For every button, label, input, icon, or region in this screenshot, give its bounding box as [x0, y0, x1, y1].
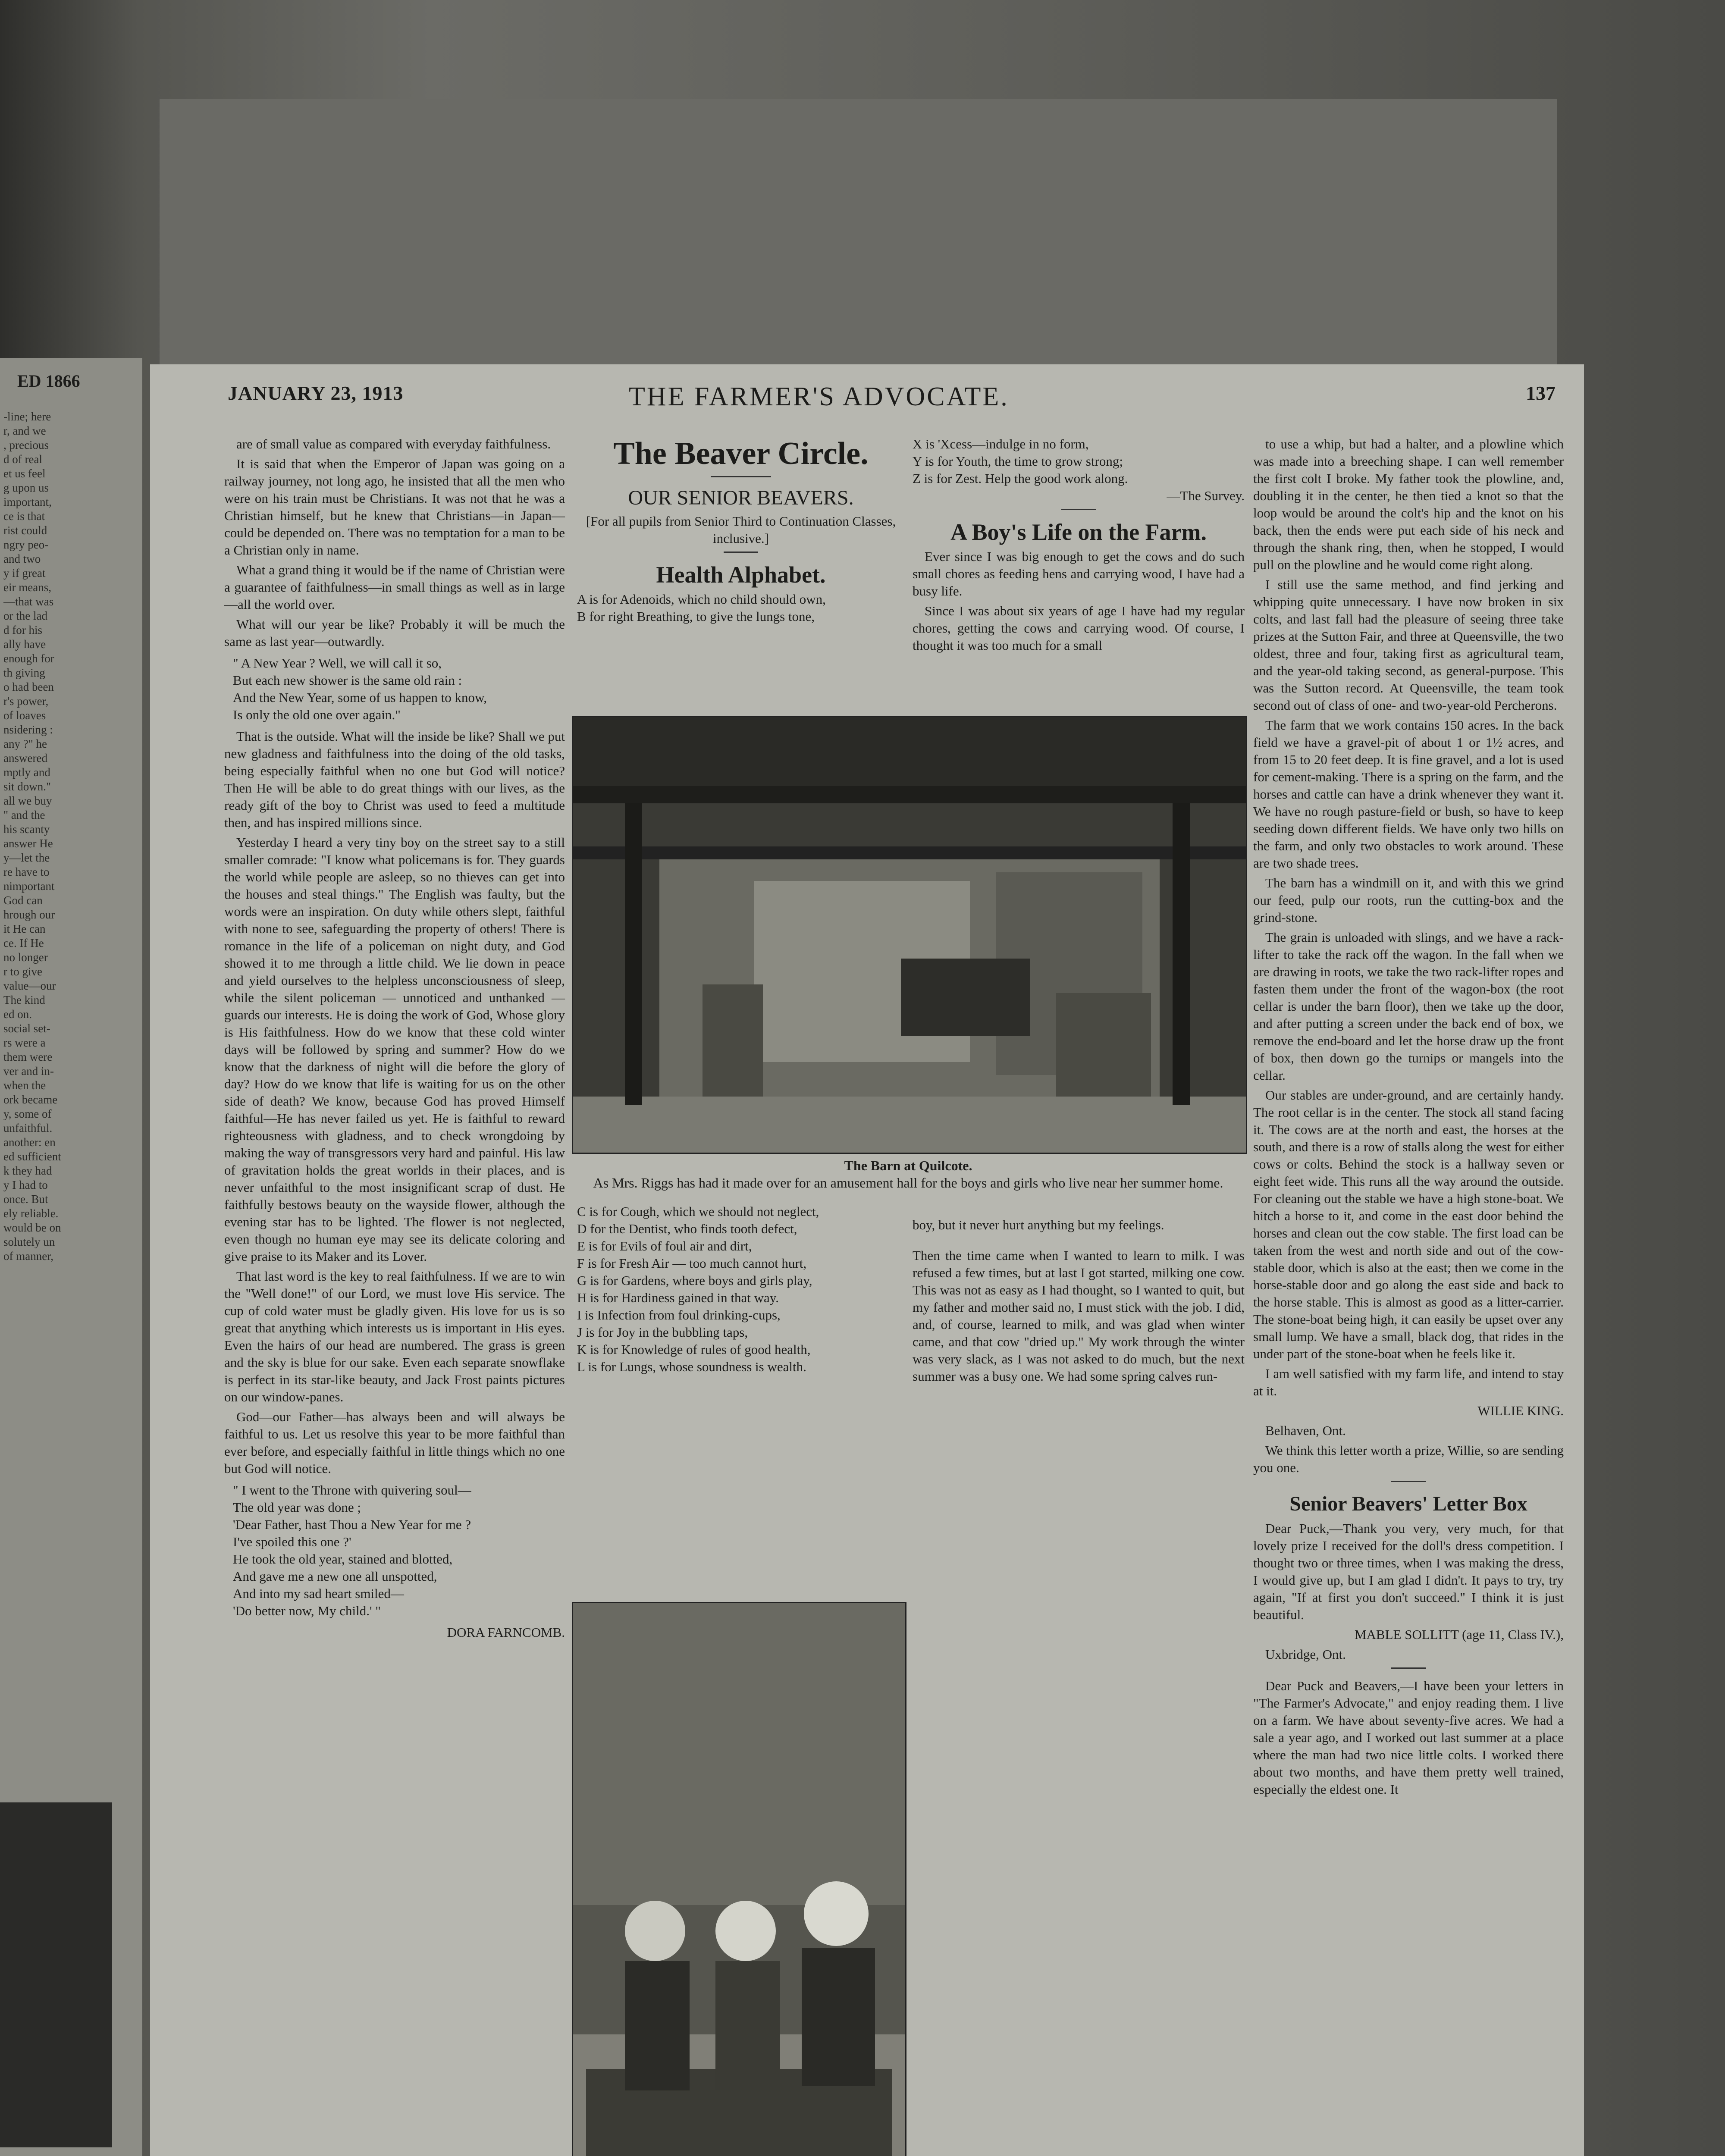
paragraph: Our stables are under-ground, and are certainly handy. The root cellar is in the center. The stock all stand facing it. The cows are at the north and east, the horses at the south, and there is a row of stalls along the west for either cows or colts. Behind the stock is a hallway seven or eight feet wide. This runs all the way around the outside. For cleaning out the stable we have a high stone-boat. We hitch a horse to it, and come in the east door behind the horses and clean out the cow stable. The first load can be taken from the west and north side and out of the cow-stable door, which is also at the east; then we come in the horse-stable door and go along the east side and back to the horse stable. This is almost as good as a litter-carrier. The stone-boat being high, it can easily be upset over any small lump. We have a small, black dog, that rides in the under part of the stone-boat when he feels like it.	[1253, 1087, 1564, 1361]
paragraph: That is the outside. What will the inside be like? Shall we put new gladness and faithfulness into the doing of the old tasks, being especially faithful when no one but God will notice? Then He will be able to do great things with our lives, as the ready gift of the boy to Christ was used to feed a multitude then, and has inspired millions since.	[224, 729, 565, 830]
left-text-line: it He can	[3, 922, 46, 935]
paragraph: to use a whip, but had a halter, and a plowline which was made into a breeching shape. I can well remember the first colt I broke. My father took the plowline, and, doubling it in the center, he then tied a knot so that the loop would be around the colt's hip and the knot on his back, then the ends were put each side of his neck and through the shank ring, then, when he stopped, I would pull on the plowline and he would come right along.	[1253, 436, 1564, 572]
poem-new-year	[224, 655, 565, 724]
left-text-line: , precious	[3, 439, 49, 451]
column-2-top	[577, 436, 905, 711]
left-text-line: th giving	[3, 666, 45, 679]
paragraph: The barn has a windmill on it, and with this we grind our feed, pulp our roots, run the cutting-box and the grind-stone.	[1253, 875, 1564, 925]
left-text-line: d for his	[3, 624, 42, 636]
divider	[1391, 1481, 1426, 1482]
paragraph: The grain is unloaded with slings, and we have a rack-lifter to take the rack off the wagon. In the fall when we are drawing in roots, we take the two rack-lifter ropes and fasten them under the front of the wagon-box (the root cellar is under the barn floor), then we take up the door, and after putting a screen under the back end of box, we remove the end-board and let the horse draw up the front of box, then down go the turnips or mangels into the cellar.	[1253, 930, 1564, 1083]
alphabet-entry: Y is for Youth, the time to grow strong;	[913, 454, 1123, 469]
alphabet-list-top	[577, 591, 905, 625]
alphabet-entry: Z is for Zest. Help the good work along.	[913, 471, 1128, 486]
letter-box-title: Senior Beavers' Letter Box	[1289, 1492, 1527, 1515]
barn-caption-title: The Barn at Quilcote.	[844, 1158, 972, 1173]
senior-beavers-subhead: OUR SENIOR BEAVERS.	[628, 486, 854, 509]
alphabet-entry: X is 'Xcess—indulge in no form,	[913, 436, 1089, 451]
newspaper-page	[150, 364, 1584, 2156]
health-alphabet-title: Health Alphabet.	[656, 562, 826, 588]
left-text-line: ngry peo-	[3, 538, 49, 551]
left-text-line: would be on	[3, 1221, 61, 1234]
poem-line: And into my sad heart smiled—	[233, 1586, 404, 1601]
story-part-2	[913, 1203, 1245, 1398]
left-text-line: y I had to	[3, 1178, 48, 1191]
alphabet-entry: C is for Cough, which we should not neglect,	[577, 1204, 819, 1219]
page-date: JANUARY 23, 1913	[228, 382, 404, 404]
page-header	[150, 364, 1584, 416]
mable-signature: MABLE SOLLITT (age 11, Class IV.),	[1354, 1627, 1564, 1642]
left-text-line: solutely un	[3, 1235, 55, 1248]
left-text-line: them were	[3, 1050, 53, 1063]
left-text-line: answered	[3, 752, 47, 765]
boys-life-title: A Boy's Life on the Farm.	[950, 519, 1207, 545]
left-text-line: ver and in-	[3, 1065, 54, 1078]
left-text-line: y, some of	[3, 1107, 52, 1120]
barn-photo	[572, 716, 1247, 1154]
left-text-line: —that was	[3, 595, 54, 608]
alphabet-list-end	[913, 436, 1245, 487]
willie-place: Belhaven, Ont.	[1265, 1423, 1346, 1438]
poem-line: " I went to the Throne with quivering soul—	[233, 1482, 471, 1498]
left-text-line: ed on.	[3, 1008, 32, 1021]
alphabet-entry: H is for Hardiness gained in that way.	[577, 1290, 779, 1305]
article-paragraphs	[224, 436, 565, 650]
divider	[1061, 509, 1096, 510]
prize-reply: We think this letter worth a prize, Willie, so are sending you one.	[1253, 1443, 1564, 1475]
left-text-line: et us feel	[3, 467, 46, 480]
divider	[711, 476, 771, 477]
willie-king-signature: WILLIE KING.	[1477, 1403, 1564, 1418]
left-text-line: important,	[3, 495, 52, 508]
left-text-line: g upon us	[3, 481, 49, 494]
left-text-line: hrough our	[3, 908, 55, 921]
letter-mable: Dear Puck,—Thank you very, very much, for that lovely prize I received for the doll's dress competition. I thought two or three times, when I was making the dress, I would give up, but I am glad I didn't. It pays to try, try again, "If at first you don't succeed." I think it is just beautiful.	[1253, 1521, 1564, 1622]
left-text-line: social set-	[3, 1022, 50, 1035]
left-text-line: -line; here	[3, 410, 51, 423]
poem-line: But each new shower is the same old rain :	[233, 673, 462, 688]
eligibility-note: [For all pupils from Senior Third to Continuation Classes, inclusive.]	[586, 514, 896, 546]
article-paragraphs-2	[224, 728, 565, 1477]
alphabet-entry: D for the Dentist, who finds tooth defect,	[577, 1221, 797, 1236]
poem-throne	[224, 1482, 565, 1620]
poem-line: " A New Year ? Well, we will call it so,	[233, 655, 442, 671]
poem-line: The old year was done ;	[233, 1500, 361, 1515]
left-page-fragment	[0, 358, 142, 2156]
left-text-line: rs were a	[3, 1036, 46, 1049]
paragraph: Then the time came when I wanted to learn to milk. I was refused a few times, but at last I got started, milking one cow. This was not as easy as I had thought, so I wanted to quit, but my father and mother said no, I must stick with the job. I did, and, of course, learned to milk, and was glad when winter came, and that cow "dried up." My work through the winter was very slack, as I was not asked to do much, but the next summer was a busy one. We had some spring calves run-	[913, 1248, 1245, 1384]
three-boys-image	[573, 1603, 905, 2156]
barn-interior-image	[573, 717, 1246, 1153]
poem-line: And the New Year, some of us happen to know,	[233, 690, 487, 705]
left-text-line: rist could	[3, 524, 47, 537]
paragraph: I am well satisfied with my farm life, and intend to stay at it.	[1253, 1366, 1564, 1398]
paragraph: What will our year be like? Probably it will be much the same as last year—outwardly.	[224, 617, 565, 649]
paragraph: That last word is the key to real faithfulness. If we are to win the "Well done!" of our Lord, we must love His service. The cup of cold water must be gladly given. His love for us is so great that anything which interests us is important in His eyes. Even the hairs of our head are numbered. The grass is green and the sky is blue for our sake. Even each separate snowflake is perfect in its star-like beauty, and Jack Frost paints pictures on our window-panes.	[224, 1269, 565, 1404]
divider	[724, 552, 758, 553]
alphabet-entry: E is for Evils of foul air and dirt,	[577, 1238, 752, 1253]
letter-two: Dear Puck and Beavers,—I have been your letters in "The Farmer's Advocate," and enjoy reading them. I live on a farm. We have about seventy-five acres. We had a sale a year ago, and I worked out last summer at a place where the man had two nice little colts. I worked there about two months, and have them pretty well trained, especially the eldest one. It	[1253, 1678, 1564, 1797]
left-text-line: God can	[3, 894, 43, 907]
paragraph: are of small value as compared with everyday faithfulness.	[236, 436, 551, 451]
left-text-line: ce. If He	[3, 937, 44, 950]
alphabet-list-middle	[577, 1203, 905, 1376]
alphabet-source: —The Survey.	[1167, 488, 1245, 503]
left-page-date: ED 1866	[17, 371, 80, 391]
left-text-line: no longer	[3, 951, 48, 964]
left-text-line: answer He	[3, 837, 53, 850]
column-1	[224, 436, 565, 1644]
left-text-line: ally have	[3, 638, 46, 651]
left-text-line: another: en	[3, 1136, 56, 1149]
left-text-line: value—our	[3, 979, 56, 992]
paragraph: God—our Father—has always been and will always be faithful to us. Let us resolve this year to be more faithful than ever before, and especially faithful in little things which no one but God will notice.	[224, 1409, 565, 1476]
left-text-line: re have to	[3, 865, 50, 878]
left-text-line: nsidering :	[3, 723, 53, 736]
poem-line: And gave me a new one all unspotted,	[233, 1569, 437, 1584]
left-text-line: or the lad	[3, 609, 47, 622]
left-text-line: r to give	[3, 965, 42, 978]
left-text-line: ely reliable.	[3, 1207, 59, 1220]
left-text-line: ork became	[3, 1093, 58, 1106]
left-text-line: y—let the	[3, 851, 50, 864]
left-text-line: ce is that	[3, 510, 45, 523]
poem-line: Is only the old one over again."	[233, 707, 401, 722]
left-text-line: once. But	[3, 1193, 48, 1206]
barn-caption-text: As Mrs. Riggs has had it made over for an amusement hall for the boys and girls who live near her summer home.	[593, 1175, 1223, 1191]
left-text-line: " and the	[3, 808, 45, 821]
alphabet-entry: J is for Joy in the bubbling taps,	[577, 1325, 748, 1340]
divider	[1391, 1667, 1426, 1669]
left-text-line: all we buy	[3, 794, 52, 807]
left-text-line: sit down."	[3, 780, 51, 793]
alphabet-entry: G is for Gardens, where boys and girls play,	[577, 1273, 812, 1288]
left-text-line: r, and we	[3, 424, 46, 437]
left-page-photo	[0, 1802, 112, 2147]
alphabet-entry: A is for Adenoids, which no child should own,	[577, 592, 826, 607]
alphabet-entry: B for right Breathing, to give the lungs tone,	[577, 609, 815, 624]
left-text-line: any ?" he	[3, 737, 47, 750]
left-text-line: of loaves	[3, 709, 46, 722]
column-3-top	[913, 436, 1245, 711]
paragraph: The farm that we work contains 150 acres. In the back field we have a gravel-pit of about 1 or 1½ acres, and from 15 to 20 feet deep. It is fine gravel, and a lot is used for cement-making. There is a spring on the farm, and the horses and cattle can have a drink whenever they want it. We have no rough pasture-field or bush, so have to keep seeding down different fields. We have only two hills on the farm, and only two obstacles to work around. These are two shade trees.	[1253, 718, 1564, 871]
left-text-line: k they had	[3, 1164, 52, 1177]
story-continuation	[1253, 436, 1564, 1400]
left-text-line: eir means,	[3, 581, 51, 594]
left-text-line: y if great	[3, 567, 46, 580]
left-text-line: ed sufficient	[3, 1150, 61, 1163]
alphabet-entry: F is for Fresh Air — too much cannot hurt,	[577, 1256, 807, 1271]
paragraph: Yesterday I heard a very tiny boy on the street say to a still smaller comrade: "I know what policemans is for. They guards the world while people are asleep, so no thieves can get into the houses and steal things." The English was faulty, but the words were an inspiration. On duty while others slept, faithful with none to see, safeguarding the property of others! There is romance in the life of a policeman on night duty, and God showed it to me through a little child. We lie down in peace and yield ourselves to the helpless unconsciousness of sleep, while the silent policeman — unnoticed and unthanked — guards our interests. He is doing the work of God, Whose glory is His faithfulness. How do we know that these cold winter days will be followed by spring and summer? How do we know that the darkness of night will die before the glory of day? How do we know that life is waiting for us on the other side of death? We know, because God has proved Himself faithful—He has never failed us yet. He is faithful to reward righteousness with gladness, and to check wrongdoing by making the way of transgressors very hard and painful. His law of gravitation holds the great worlds in their places, and is never unfaithful to the most insignificant scrap of dust. He faithfully bestows beauty on the wayside flower, although the evening star has to be lighted. The flower is not neglected, even though no human eye may see its delicate coloring and give praise to its Maker and its Lover.	[224, 835, 565, 1264]
three-lads-photo	[572, 1602, 906, 2156]
barn-photo-caption	[572, 1157, 1245, 1191]
left-text-line: his scanty	[3, 823, 50, 836]
left-text-line: enough for	[3, 652, 54, 665]
author-signature: DORA FARNCOMB.	[447, 1625, 565, 1640]
beaver-circle-heading: The Beaver Circle.	[613, 436, 869, 471]
left-text-line: o had been	[3, 680, 54, 693]
paragraph: I still use the same method, and find jerking and whipping quite unnecessary. I have now broken in six colts, and last fall had the pleasure of seeing three take prizes at the Sutton Fair, and three at Queensville, the two oldest, three and four, taking first as agricultural team, and the year-old taking second, as general-purpose. This was the Sutton record. At Queensville, the team took second out of class of one- and two-year-old Percherons.	[1253, 577, 1564, 713]
left-text-line: d of real	[3, 453, 42, 466]
masthead-title: THE FARMER'S ADVOCATE.	[629, 382, 1009, 411]
left-text-line: of manner,	[3, 1250, 53, 1263]
left-text-line: unfaithful.	[3, 1122, 53, 1134]
left-text-line: and two	[3, 552, 41, 565]
poem-line: I've spoiled this one ?'	[233, 1534, 351, 1549]
paragraph: It is said that when the Emperor of Japan was going on a railway journey, not long ago, he insisted that all the men who were on his train must be Christians. It was not that he was a Christian himself, but he knew that Christians—in Japan—could be depended on. There was no temptation for a man to be a Christian only in name.	[224, 456, 565, 558]
paragraph: Since I was about six years of age I have had my regular chores, getting the cows and carrying wood. Of course, I thought it was too much for a small	[913, 603, 1245, 653]
mable-place: Uxbridge, Ont.	[1265, 1647, 1346, 1662]
paragraph: boy, but it never hurt anything but my feelings.	[913, 1217, 1164, 1232]
left-text-line: r's power,	[3, 695, 49, 708]
left-text-line: mptly and	[3, 766, 50, 779]
alphabet-entry: I is Infection from foul drinking-cups,	[577, 1307, 781, 1322]
paragraph: Ever since I was big enough to get the cows and do such small chores as feeding hens and carrying wood, I have had a busy life.	[913, 549, 1245, 599]
alphabet-entry: K is for Knowledge of rules of good health,	[577, 1342, 811, 1357]
poem-line: He took the old year, stained and blotted,	[233, 1551, 453, 1567]
left-text-line: The kind	[3, 993, 45, 1006]
poem-line: 'Do better now, My child.' "	[233, 1603, 381, 1618]
page-number: 137	[1526, 382, 1556, 404]
left-text-line: nimportant	[3, 880, 55, 893]
story-part-1	[913, 548, 1245, 654]
column-4	[1253, 436, 1564, 1801]
left-text-line: when the	[3, 1079, 46, 1092]
left-page-text	[3, 410, 133, 1263]
paragraph: What a grand thing it would be if the name of Christian were a guarantee of faithfulness—in small things as well as in large—all the world over.	[224, 562, 565, 612]
alphabet-entry: L is for Lungs, whose soundness is wealth.	[577, 1359, 806, 1374]
poem-line: 'Dear Father, hast Thou a New Year for me ?	[233, 1517, 471, 1532]
